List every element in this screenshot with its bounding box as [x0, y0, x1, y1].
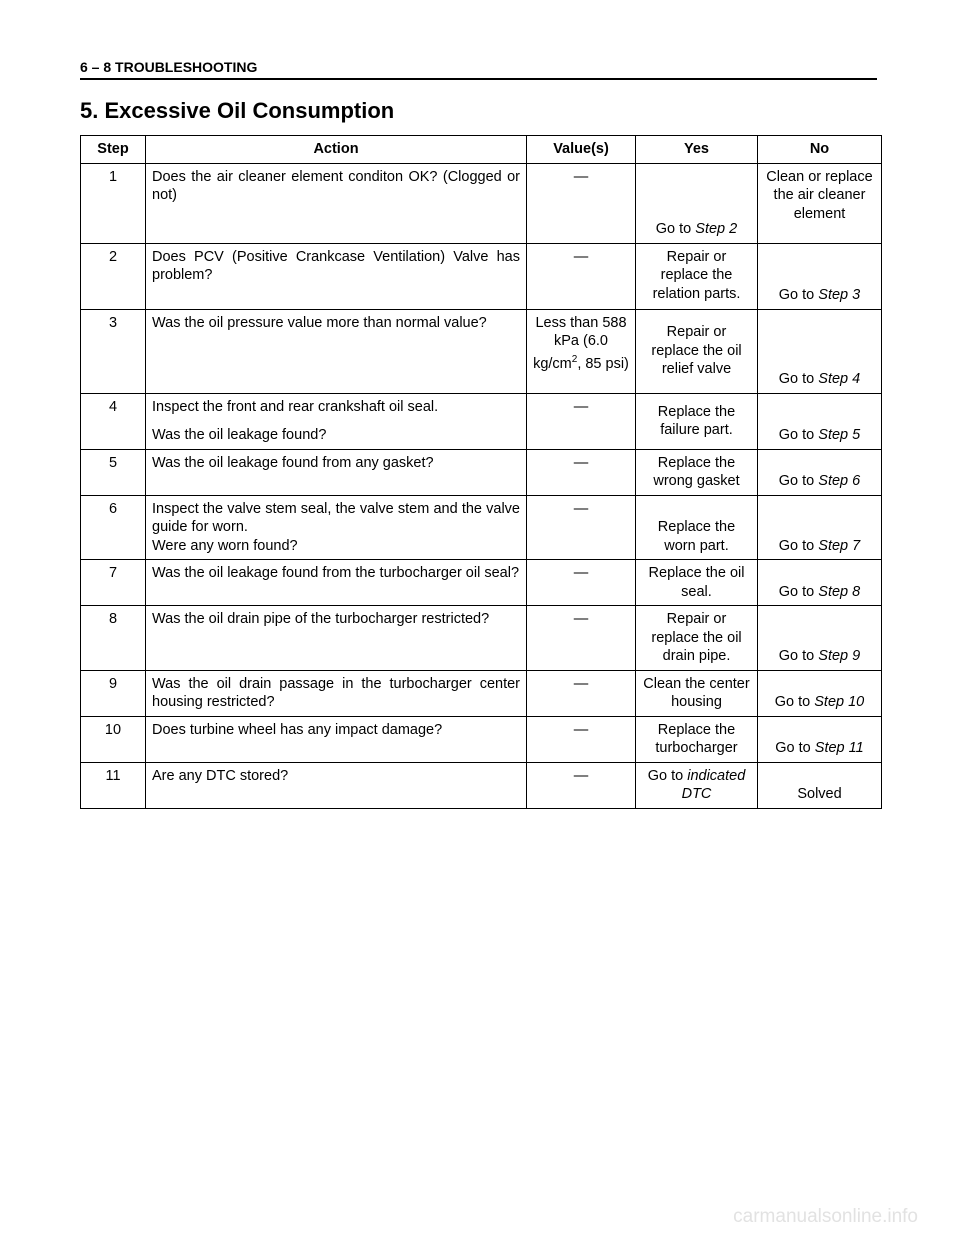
step-cell: 11 — [81, 762, 146, 808]
no-step-reference: Step 4 — [818, 371, 861, 387]
value-cell: — — [527, 762, 636, 808]
value-cell: — — [527, 243, 636, 309]
no-goto-label: Go to — [775, 740, 815, 756]
step-cell: 4 — [81, 393, 146, 449]
action-cell — [146, 163, 527, 243]
yes-cell: Replace the failure part. — [636, 393, 758, 449]
action-text: Inspect the valve stem seal, the valve stem and the valve guide for worn. — [152, 500, 520, 535]
value-cell: — — [527, 670, 636, 716]
value-cell: — — [527, 716, 636, 762]
yes-cell: Repair or replace the oil relief valve — [636, 309, 758, 393]
no-cell — [758, 670, 882, 716]
no-goto-label: Go to — [778, 648, 819, 664]
no-step-reference: Step 6 — [818, 473, 861, 489]
no-goto-label: Go to — [778, 473, 819, 489]
action-text: Does turbine wheel has any impact damage? — [152, 721, 443, 738]
value-cell: — — [527, 449, 636, 495]
table-row — [81, 716, 882, 762]
action-text: Was the oil pressure value more than normal value? — [152, 314, 487, 331]
value-cell: — — [527, 163, 636, 243]
no-step-reference: Step 8 — [818, 583, 861, 600]
yes-cell: Clean the center housing — [636, 670, 758, 716]
step-cell: 5 — [81, 449, 146, 495]
no-goto-label: Go to — [778, 371, 819, 387]
no-goto-label: Go to — [778, 287, 819, 303]
column-header-values: Value(s) — [527, 136, 636, 164]
table-row — [81, 243, 882, 309]
no-step-reference: Step 3 — [818, 287, 861, 303]
no-cell — [758, 495, 882, 560]
value-cell: — — [527, 606, 636, 671]
table-row — [81, 163, 882, 243]
column-header-step: Step — [81, 136, 146, 164]
no-cell — [758, 606, 882, 671]
no-step-reference: Step 10 — [814, 694, 865, 710]
action-cell — [146, 495, 527, 560]
no-goto-label: Go to — [778, 583, 819, 600]
yes-cell: Repair or replace the relation parts. — [636, 243, 758, 309]
table-row — [81, 670, 882, 716]
troubleshooting-table — [80, 135, 882, 809]
value-cell: — — [527, 495, 636, 560]
no-cell — [758, 560, 882, 606]
yes-step-reference: Step 2 — [695, 221, 738, 237]
value-text-suffix: , 85 psi) — [577, 355, 629, 372]
yes-cell: Replace the turbocharger — [636, 716, 758, 762]
watermark: carmanualsonline.info — [733, 1206, 918, 1227]
value-cell — [527, 309, 636, 393]
action-text: Does the air cleaner element conditon OK? (Clogged or not) — [152, 168, 520, 203]
step-cell: 7 — [81, 560, 146, 606]
step-cell: 1 — [81, 163, 146, 243]
running-header: 6 – 8 TROUBLESHOOTING — [80, 59, 877, 80]
no-cell — [758, 716, 882, 762]
no-step-reference: Step 9 — [818, 648, 861, 664]
action-text: Does PCV (Positive Crankcase Ventilation) Valve has problem? — [152, 248, 520, 283]
column-header-action: Action — [146, 136, 527, 164]
no-cell: Clean or replace the air cleaner element — [758, 163, 882, 243]
step-cell: 2 — [81, 243, 146, 309]
action-text: Inspect the front and rear crankshaft oil seal. — [152, 398, 439, 415]
step-cell: 10 — [81, 716, 146, 762]
action-text: Was the oil drain passage in the turbocharger center housing restricted? — [152, 675, 520, 710]
action-text: Was the oil leakage found from the turbocharger oil seal? — [152, 565, 520, 581]
value-superscript: 2 — [571, 353, 578, 365]
yes-goto-label: Go to — [655, 221, 696, 237]
value-text: Less than 588 kPa (6.0 kg/cm — [533, 314, 627, 372]
action-cell — [146, 449, 527, 495]
action-text: Was the oil leakage found? — [152, 427, 327, 443]
no-cell — [758, 309, 882, 393]
action-cell — [146, 243, 527, 309]
column-header-no: No — [758, 136, 882, 164]
yes-cell — [636, 163, 758, 243]
yes-cell: Replace the worn part. — [636, 495, 758, 560]
yes-cell: Replace the wrong gasket — [636, 449, 758, 495]
action-text: Were any worn found? — [152, 537, 298, 554]
table-row — [81, 449, 882, 495]
yes-step-reference: indicated DTC — [681, 767, 746, 802]
step-cell: 9 — [81, 670, 146, 716]
action-text: Was the oil drain pipe of the turbocharger restricted? — [152, 611, 490, 627]
action-cell — [146, 670, 527, 716]
step-cell: 6 — [81, 495, 146, 560]
yes-cell — [636, 762, 758, 808]
step-cell: 3 — [81, 309, 146, 393]
action-cell — [146, 393, 527, 449]
action-cell — [146, 762, 527, 808]
no-cell — [758, 393, 882, 449]
action-text: Was the oil leakage found from any gasket? — [152, 454, 434, 471]
action-cell — [146, 309, 527, 393]
table-row — [81, 606, 882, 671]
no-cell: Solved — [758, 762, 882, 808]
no-cell — [758, 243, 882, 309]
table-row — [81, 495, 882, 560]
page-title: 5. Excessive Oil Consumption — [80, 98, 395, 123]
no-step-reference: Step 7 — [818, 537, 861, 554]
value-cell: — — [527, 393, 636, 449]
table-row — [81, 393, 882, 449]
no-step-reference: Step 11 — [814, 740, 864, 756]
yes-cell: Replace the oil seal. — [636, 560, 758, 606]
action-text: Are any DTC stored? — [152, 767, 289, 784]
no-goto-label: Go to — [778, 537, 819, 554]
no-step-reference: Step 5 — [818, 427, 861, 443]
no-goto-label: Go to — [774, 694, 815, 710]
table-row — [81, 309, 882, 393]
yes-goto-label: Go to — [647, 767, 688, 784]
value-cell: — — [527, 560, 636, 606]
action-cell — [146, 716, 527, 762]
table-row — [81, 762, 882, 808]
column-header-yes: Yes — [636, 136, 758, 164]
action-cell — [146, 560, 527, 606]
table-header-row — [81, 136, 882, 164]
no-cell — [758, 449, 882, 495]
no-goto-label: Go to — [778, 427, 819, 443]
yes-cell: Repair or replace the oil drain pipe. — [636, 606, 758, 671]
table-row — [81, 560, 882, 606]
action-cell — [146, 606, 527, 671]
step-cell: 8 — [81, 606, 146, 671]
